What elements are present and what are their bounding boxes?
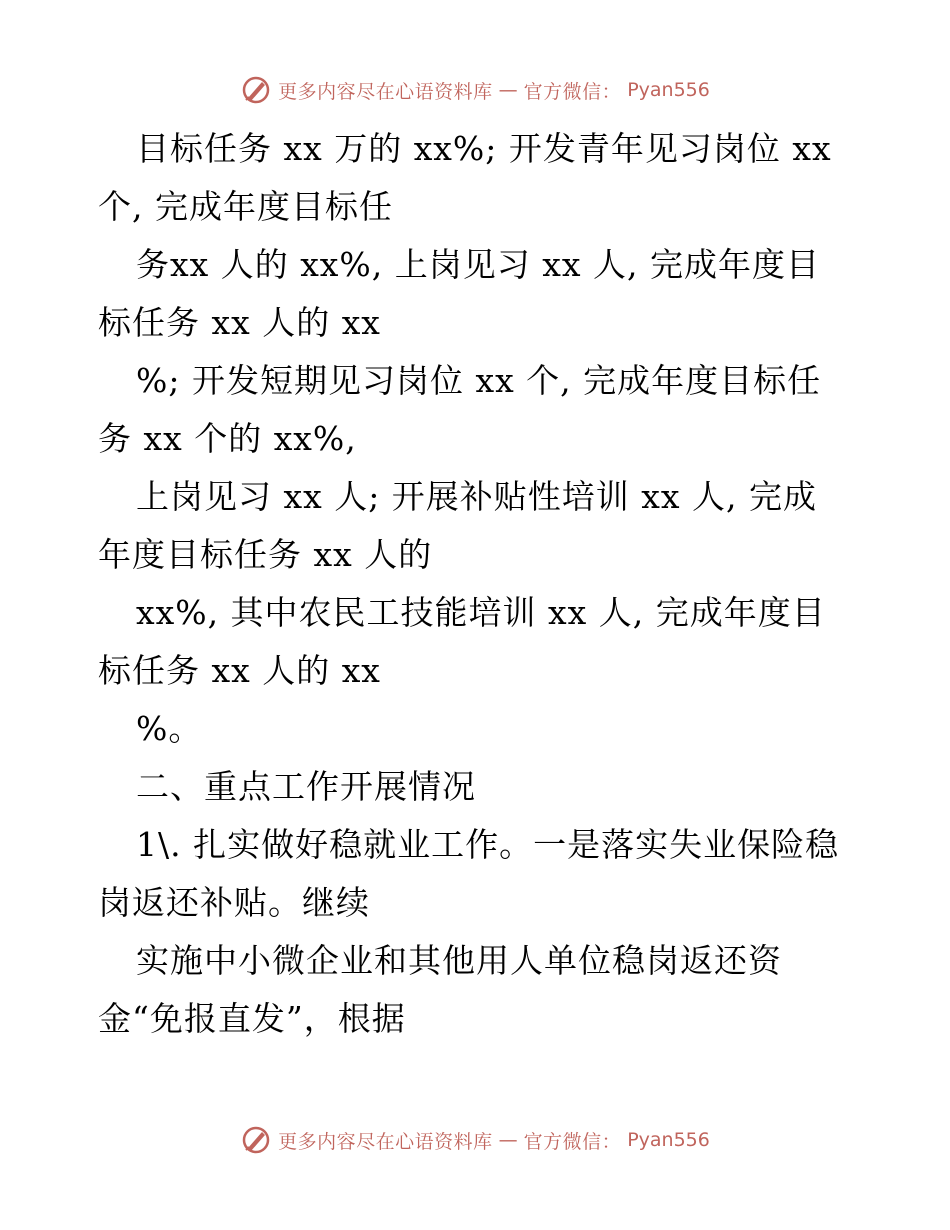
text-line: 年度目标任务 xx 人的 — [98, 535, 433, 574]
watermark-dash: — — [498, 1129, 518, 1151]
watermark-wechat-label: 官方微信： — [523, 1130, 622, 1153]
watermark-site-text: 更多内容尽在心语资料库 — [278, 1130, 493, 1153]
text-line: 上岗见习 xx 人; 开展补贴性培训 xx 人, 完成 — [136, 477, 817, 516]
watermark-site-text: 更多内容尽在心语资料库 — [278, 80, 493, 103]
watermark-account: Pyan556 — [627, 79, 710, 101]
header-watermark — [0, 68, 950, 112]
text-line: 金“免报直发”，根据 — [98, 999, 406, 1038]
section-heading: 二、重点工作开展情况 — [136, 767, 476, 806]
text-line: 个, 完成年度目标任 — [98, 187, 393, 226]
footer-watermark — [0, 1118, 950, 1162]
text-line: 务 xx 个的 xx%, — [98, 419, 357, 458]
text-line: 标任务 xx 人的 xx — [98, 303, 381, 342]
text-line: %; 开发短期见习岗位 xx 个, 完成年度目标任 — [136, 361, 822, 400]
text-line: 标任务 xx 人的 xx — [98, 651, 381, 690]
text-line: 务xx 人的 xx%, 上岗见习 xx 人, 完成年度目 — [136, 245, 820, 284]
text-line: xx%, 其中农民工技能培训 xx 人, 完成年度目 — [136, 593, 826, 632]
text-line: 实施中小微企业和其他用人单位稳岗返还资 — [136, 941, 782, 980]
text-line: 目标任务 xx 万的 xx%; 开发青年见习岗位 xx — [136, 129, 832, 168]
text-line: 岗返还补贴。继续 — [98, 883, 370, 922]
text-line: %。 — [136, 709, 203, 748]
quill-pen-icon — [240, 74, 272, 106]
watermark-account: Pyan556 — [627, 1129, 710, 1151]
text-line: 1\. 扎实做好稳就业工作。一是落实失业保险稳 — [136, 825, 840, 864]
quill-pen-icon — [240, 1124, 272, 1156]
watermark-dash: — — [498, 79, 518, 101]
watermark-wechat-label: 官方微信： — [523, 80, 622, 103]
